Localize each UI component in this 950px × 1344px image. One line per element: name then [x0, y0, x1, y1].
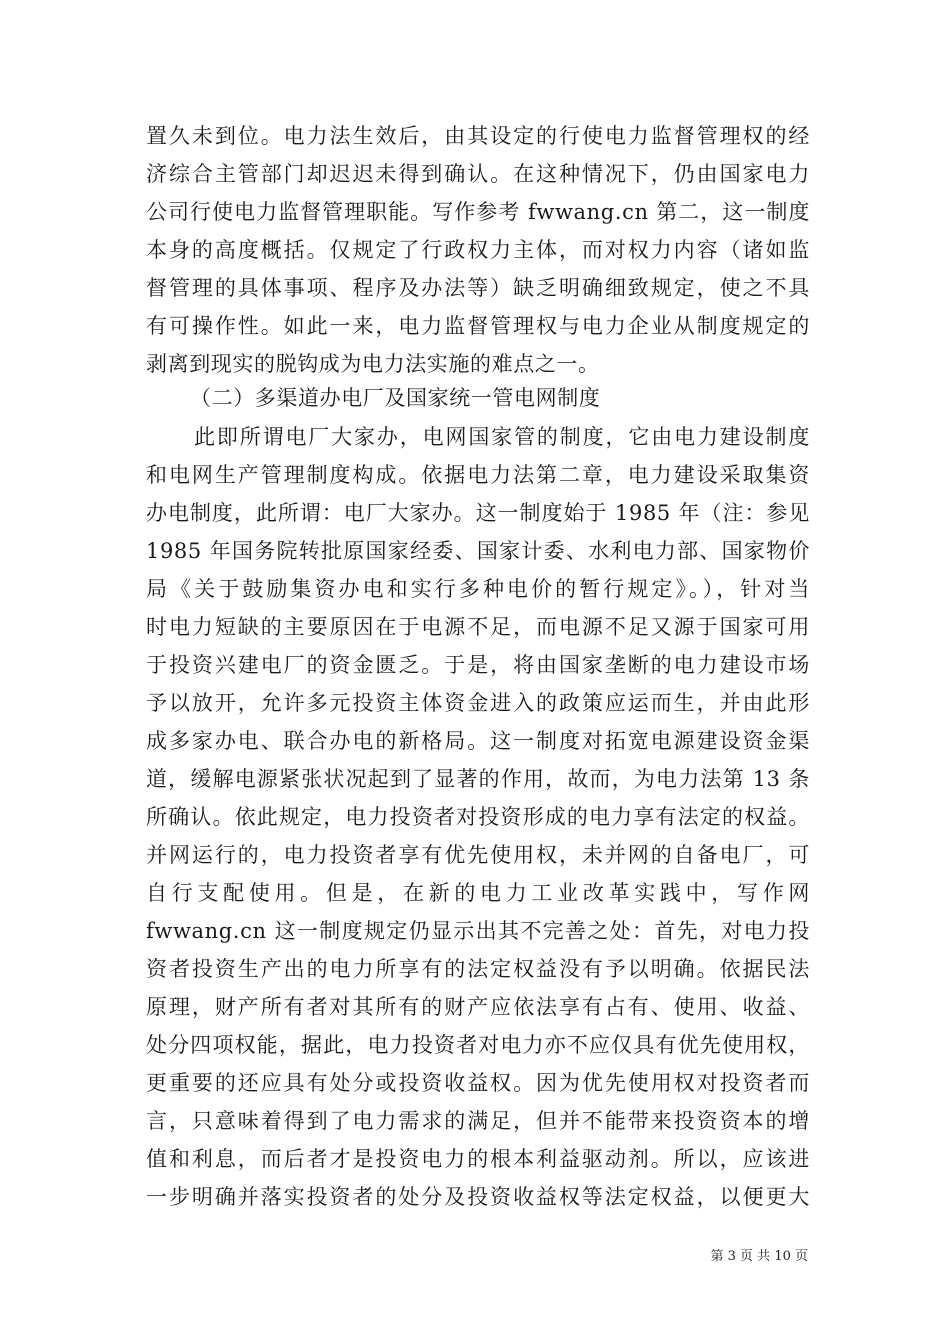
body-text-line: 和电网生产管理制度构成。依据电力法第二章，电力建设采取集资: [146, 463, 810, 487]
body-text-line: 济综合主管部门却迟迟未得到确认。在这种情况下，仍由国家电力: [146, 162, 810, 186]
body-text-line: 有可操作性。如此一来，电力监督管理权与电力企业从制度规定的: [146, 314, 810, 338]
body-text-line: 督管理的具体事项、程序及办法等）缺乏明确细致规定，使之不具: [146, 276, 810, 300]
body-text-line: 1985 年国务院转批原国家经委、国家计委、水利电力部、国家物价: [146, 539, 810, 563]
body-text-line: 更重要的还应具有处分或投资收益权。因为优先使用权对投资者而: [146, 1071, 810, 1095]
body-text-line: 剥离到现实的脱钩成为电力法实施的难点之一。: [146, 352, 600, 376]
body-text-line: 处分四项权能，据此，电力投资者对电力亦不应仅具有优先使用权，: [146, 1033, 810, 1057]
body-text-line: 局《关于鼓励集资办电和实行多种电价的暂行规定》。），针对当: [146, 577, 810, 601]
body-text-line: fwwang.cn 这一制度规定仍显示出其不完善之处：首先，对电力投: [146, 919, 810, 943]
page-number-footer: 第 3 页 共 10 页: [710, 1249, 808, 1264]
body-text-line: 言，只意味着得到了电力需求的满足，但并不能带来投资资本的增: [146, 1109, 810, 1133]
body-text-line: 办电制度，此所谓：电厂大家办。这一制度始于 1985 年（注：参见: [146, 501, 810, 525]
body-text-line: 一步明确并落实投资者的处分及投资收益权等法定权益，以便更大: [146, 1185, 810, 1209]
body-text-line: 公司行使电力监督管理职能。写作参考 fwwang.cn 第二，这一制度: [146, 200, 810, 224]
body-text-line: 时电力短缺的主要原因在于电源不足，而电源不足又源于国家可用: [146, 615, 810, 639]
body-text-line: 予以放开，允许多元投资主体资金进入的政策应运而生，并由此形: [146, 691, 810, 715]
body-text-line: 所确认。依此规定，电力投资者对投资形成的电力享有法定的权益。: [146, 805, 810, 829]
body-text-line: 道，缓解电源紧张状况起到了显著的作用，故而，为电力法第 13 条: [146, 767, 810, 791]
section-heading: （二）多渠道办电厂及国家统一管电网制度: [190, 386, 601, 410]
body-text-line: 此即所谓电厂大家办，电网国家管的制度，它由电力建设制度: [194, 425, 810, 449]
body-text-line: 值和利息，而后者才是投资电力的根本利益驱动剂。所以，应该进: [146, 1147, 810, 1171]
body-text-line: 自行支配使用。但是，在新的电力工业改革实践中，写作网: [146, 881, 810, 905]
body-text-line: 并网运行的，电力投资者享有优先使用权，未并网的自备电厂，可: [146, 843, 810, 867]
body-text-line: 置久未到位。电力法生效后，由其设定的行使电力监督管理权的经: [146, 124, 810, 148]
body-text-line: 于投资兴建电厂的资金匮乏。于是，将由国家垄断的电力建设市场: [146, 653, 810, 677]
body-text-line: 资者投资生产出的电力所享有的法定权益没有予以明确。依据民法: [146, 957, 810, 981]
body-text-line: 成多家办电、联合办电的新格局。这一制度对拓宽电源建设资金渠: [146, 729, 810, 753]
body-text-line: 本身的高度概括。仅规定了行政权力主体，而对权力内容（诸如监: [146, 238, 810, 262]
body-text-line: 原理，财产所有者对其所有的财产应依法享有占有、使用、收益、: [146, 995, 810, 1019]
